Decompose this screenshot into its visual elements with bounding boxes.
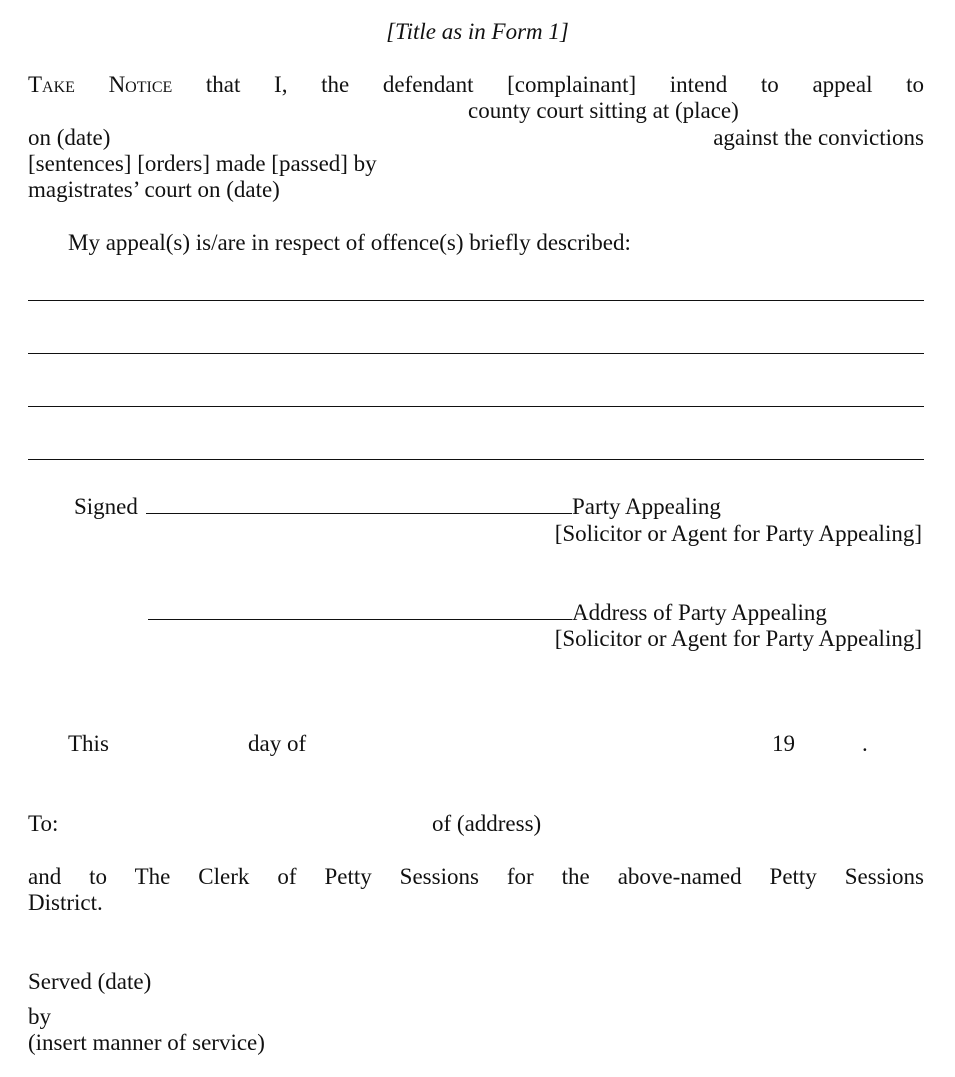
- notice-line-1: [28, 73, 924, 96]
- address-line[interactable]: [148, 619, 572, 620]
- year-prefix: 19: [772, 731, 795, 756]
- this-label: This: [68, 731, 109, 756]
- notice-line-4: [sentences] [orders] made [passed] by: [28, 151, 377, 176]
- of-address-label: of (address): [432, 811, 542, 836]
- solicitor-agent-label: [Solicitor or Agent for Party Appealing]: [554, 626, 922, 651]
- served-by-label: by: [28, 1004, 51, 1029]
- notice-against: against the convictions: [713, 125, 924, 150]
- notice-line-2: county court sitting at (place): [468, 98, 739, 123]
- appeal-description-prompt: My appeal(s) is/are in respect of offence(s) briefly described:: [68, 230, 631, 255]
- offence-description-line[interactable]: [28, 459, 924, 460]
- manner-of-service-label: (insert manner of service): [28, 1030, 265, 1055]
- notice-line-1-text: that I, the defendant [complainant] intend to appeal to: [205, 72, 924, 97]
- clerk-line-2: District.: [28, 890, 103, 915]
- offence-description-line[interactable]: [28, 406, 924, 407]
- date-period: .: [862, 731, 868, 756]
- solicitor-agent-label: [Solicitor or Agent for Party Appealing]: [554, 521, 922, 546]
- signature-line[interactable]: [146, 513, 572, 514]
- party-appealing-label: Party Appealing: [572, 494, 721, 519]
- notice-line-5: magistrates’ court on (date): [28, 177, 280, 202]
- offence-description-line[interactable]: [28, 353, 924, 354]
- signed-label: Signed: [74, 494, 138, 519]
- form-title: [Title as in Form 1]: [386, 19, 569, 44]
- day-of-label: day of: [248, 731, 307, 756]
- offence-description-line[interactable]: [28, 300, 924, 301]
- take-notice-lead: Take Notice: [28, 72, 173, 97]
- notice-on-date: on (date): [28, 125, 111, 150]
- to-label: To:: [28, 811, 59, 836]
- served-date-label: Served (date): [28, 969, 152, 994]
- clerk-line-1: and to The Clerk of Petty Sessions for the above-named Petty Sessions: [28, 864, 924, 889]
- address-label: Address of Party Appealing: [572, 600, 827, 625]
